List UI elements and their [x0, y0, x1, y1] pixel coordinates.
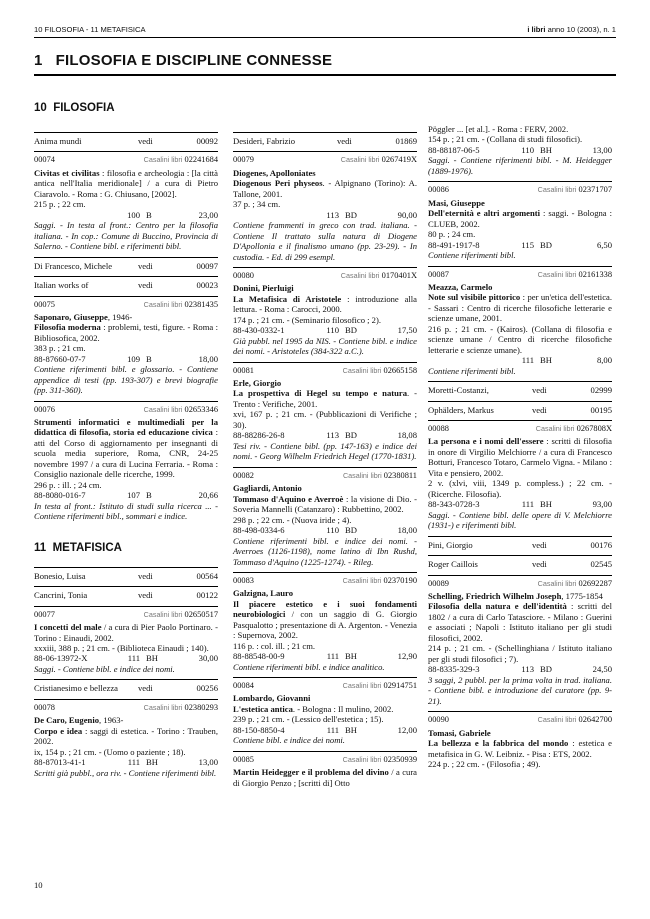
cross-reference: Italian works of vedi 00023 [34, 276, 218, 295]
column-1 [34, 132, 218, 783]
entry-price-line: 100 B 23,00 [127, 209, 218, 220]
entry-00079: 00079 Casalini libri 0267419X Diogenes, Apolloniates Diogenous Peri physeos. - Alpignano (Torino): A. Tallone, 2001. 37 p. ; 34 cm. 113 BD 90,00 Contiene frammenti in greco con trad. italiana. - Contiene Il trattato sulla natura di Diogene D'Apollonia e il finalismo umano (pp. 23-29). - In custodia. - Ed. di 299 esempl. [233, 151, 417, 267]
entry-code: 02241684 [184, 155, 218, 165]
chapter-rule [34, 74, 616, 76]
ref-see: vedi [138, 136, 153, 146]
cross-reference: Bonesio, Luisa vedi 00564 [34, 567, 218, 586]
entry-00083: 00083 Casalini libri 02370190 Galzigna, Lauro Il piacere estetico e i suoi fondamenti neurobiologici / con un saggio di G. Giorgio Pasqualotto ; presentazione di A. Argenton. - Venezia : Supernova, 2002. 116 p. : col. ill. ; 21 cm. 88-88548-00-9 111 BH 12,90 Contiene riferimenti bibl. e indice analitico. [233, 572, 417, 677]
entry-00076: 00076 Casalini libri 02653346 Strumenti informatici e multimediali per la didattica di filosofia, storia ed educazione civica : atti del Corso di aggiornamento per insegnanti di scuola media superiore, Roma, CNR, 24-25 novembre 1997 / a cura di Lucina Ferraria. - Roma : Consiglio nazionale delle ricerche, 1999. 296 p. : ill. ; 24 cm. 88-8080-016-7 107 B 20,66 In testa al front.: Istituto di studi sulla ricerca ... - Contiene riferimenti bibl., sommari e indice. [34, 401, 218, 527]
section-title-filosofia [34, 101, 115, 115]
issue-info: anno 10 (2003), n. 1 [545, 25, 616, 34]
entry-00078: 00078 Casalini libri 02380293 De Caro, Eugenio, 1963- Corpo e idea : saggi di estetica. - Torino : Trauben, 2002. ix, 154 p. ; 21 cm. - (Uomo o paziente ; 18). 88-87013-41-1 111 BH 13,00 Scritti già pubbl., ora riv. - Contiene riferimenti bibl. [34, 699, 218, 783]
chapter-number: 1 [34, 52, 43, 69]
entry-00090: 00090 Casalini libri 02642700 Tomasi, Gabriele La bellezza e la fabbrica del mondo : estetica e metafisica in G. W. Leibniz. - Pisa : ETS, 2002. 224 p. ; 22 cm. - (Filosofia ; 49). [428, 711, 612, 774]
chapter-title [34, 52, 332, 70]
ref-code: 00092 [196, 136, 218, 146]
entry-00085: 00085 Casalini libri 02350939 Martin Heidegger e il problema del divino / a cura di Giorgio Penzo ; [scritti di] Otto [233, 751, 417, 793]
page-number: 10 [34, 880, 43, 890]
cross-reference: Cancrini, Tonia vedi 00122 [34, 586, 218, 605]
column-3 [428, 124, 612, 775]
entry-00085-continued: Pöggler ... [et al.]. - Roma : FERV, 2002. 154 p. ; 21 cm. - (Collana di studi filosofici). 88-88187-06-5 110 BH 13,00 Saggi. - Contiene riferimenti bibl. - M. Heidegger (1889-1976). [428, 124, 612, 176]
cross-reference [34, 132, 218, 151]
entry-00087: 00087 Casalini libri 02161338 Meazza, Carmelo Note sul visibile pittorico : per un'etica dell'estetica. - Sassari : Centro di ricerche filosofiche letterarie e scienze umane, 2001. 216 p. ; 21 cm. - (Kairos). (Collana di filosofia e scienze umane / Centro di ricerche filosofiche letterarie e scienze umane). 111 BH 8,00 Contiene riferimenti bibl. [428, 266, 612, 382]
entry-00086: 00086 Casalini libri 02371707 Masi, Giuseppe Dell'eternità e altri argomenti : saggi. - Bologna : CLUEB, 2002. 80 p. ; 24 cm. 88-491-1917-8 115 BD 6,50 Contiene riferimenti bibl. [428, 181, 612, 265]
brand: i libri [527, 25, 546, 34]
section-name: FILOSOFIA [53, 102, 115, 114]
cross-reference: Pini, Giorgio vedi 00176 [428, 536, 612, 555]
entry-00088: 00088 Casalini libri 0267808X La persona e i nomi dell'essere : scritti di filosofia in onore di Virgilio Melchiorre / a cura di Francesco Botturi, Francesco Totaro, Carmelo Vigna. - Milano : Vita e pensiero, 2002. 2 v. (xlvi, viii, 1349 p. compless.) ; 22 cm. - (Ricerche. Filosofia). 88-343-0728-3 111 BH 93,00 Saggi. - Contiene bibl. delle opere di V. Melchiorre (1931-) e riferimenti bibl. [428, 420, 612, 536]
entry-title: Civitas et civilitas [34, 167, 100, 178]
entry-00081: 00081 Casalini libri 02665158 Erle, Giorgio La prospettiva di Hegel su tempo e natura. - Trento : Verifiche, 2001. xvi, 167 p. ; 21 cm. - (Pubblicazioni di Verifiche ; 30). 88-88286-26-8 113 BD 18,08 Tesi riv. - Contiene bibl. (pp. 147-163) e indice dei nomi. - Georg Wilhelm Friedrich Hegel (1770-1831). [233, 362, 417, 467]
section-title-metafisica: 11 METAFISICA [34, 541, 122, 554]
column-2 [233, 132, 417, 793]
section-number: 10 [34, 102, 47, 114]
entry-00074 [34, 151, 218, 256]
entry-number: 00074 [34, 155, 55, 165]
entry-00084: 00084 Casalini libri 02914751 Lombardo, Giovanni L'estetica antica. - Bologna : Il mulino, 2002. 239 p. ; 21 cm. - (Lessico dell'estetica ; 15). 88-150-8850-4 111 BH 12,00 Contiene bibl. e indice dei nomi. [233, 677, 417, 751]
entry-note: Saggi. - In testa al front.: Centro per la filosofia italiana. - In cop.: Comune di Buccino, Provincia di Salerno. - Contiene bibl. e riferimenti bibl. [34, 220, 218, 252]
entry-00077: 00077 Casalini libri 02650517 I concetti del male / a cura di Pier Paolo Portinaro. - Torino : Einaudi, 2002. xxxiii, 388 p. ; 21 cm. - (Biblioteca Einaudi ; 140). 88-06-13972-X 111 BH 30,00 Saggi. - Contiene bibl. e indice dei nomi. [34, 606, 218, 680]
cross-reference: Di Francesco, Michele vedi 00097 [34, 257, 218, 276]
entry-physical: 215 p. ; 22 cm. [34, 199, 86, 210]
entry-imprint: : filosofia e archeologia : [la città antica nell'Italia meridionale] / a cura di Pietro Ciaravolo. - Roma : G. Chiusano, [2002]. [34, 167, 218, 199]
entry-author: Saponaro, Giuseppe [34, 311, 108, 322]
cross-reference: Cristianesimo e bellezza vedi 00256 [34, 679, 218, 698]
chapter-name: FILOSOFIA E DISCIPLINE CONNESSE [55, 52, 333, 69]
header-rule [34, 37, 616, 38]
cross-reference: Ophälders, Markus vedi 00195 [428, 401, 612, 420]
cross-reference: Roger Caillois vedi 02545 [428, 555, 612, 574]
entry-00082: 00082 Casalini libri 02380811 Gagliardi, Antonio Tommaso d'Aquino e Averroè : la visione di Dio. - Soveria Mannelli (Catanzaro) : Rubbettino, 2002. 298 p. ; 22 cm. - (Nuova iride ; 4). 88-498-0334-6 110 BD 18,00 Contiene riferimenti bibl. e indice dei nomi. - Averroes (1126-1198), nome latino di Ibn Rushd, Tommaso d'Aquino (1225-1274). - Rileg. [233, 467, 417, 572]
entry-00080: 00080 Casalini libri 0170401X Donini, Pierluigi La Metafisica di Aristotele : introduzione alla lettura. - Roma : Carocci, 2000. 174 p. ; 21 cm. - (Seminario filosofico ; 2). 88-430-0332-1 110 BD 17,50 Già pubbl. nel 1995 da NIS. - Contiene bibl. e indice dei nomi. - Aristoteles (384-322 a.C.). [233, 267, 417, 362]
cross-reference: Moretti-Costanzi, vedi 02999 [428, 381, 612, 400]
cross-reference: Desideri, Fabrizio vedi 01869 [233, 132, 417, 151]
source-label: Casalini libri [143, 155, 183, 165]
running-head-left: 10 FILOSOFIA - 11 METAFISICA [34, 25, 146, 34]
entry-00089: 00089 Casalini libri 02692287 Schelling, Friedrich Wilhelm Joseph, 1775-1854 Filosofia della natura e dell'identità : scritti del 1802 / a cura di Carlo Tatasciore. - Milano : Guerini e associati ; Napoli : Istituto italiano per gli studi filosofici, 2002. 214 p. ; 21 cm. - (Schellinghiana / Istituto italiano per gli studi filosofici ; 7). 88-8335-329-3 113 BD 24,50 3 saggi, 2 pubbl. per la prima volta in trad. italiana. - Contiene bibl. e introduzione del curatore (pp. 9-21). [428, 575, 612, 712]
entry-00075: 00075 Casalini libri 02381435 Saponaro, Giuseppe, 1946- Filosofia moderna : problemi, testi, figure. - Roma : Bibliosofica, 2002. 383 p. ; 21 cm. 88-87660-07-7 109 B 18,00 Contiene riferimenti bibl. e glossario. - Contiene appendice di testi (pp. 193-307) e brevi biografie (pp. 311-360). [34, 296, 218, 401]
running-head-right [527, 25, 616, 34]
ref-name: Anima mundi [34, 136, 82, 146]
